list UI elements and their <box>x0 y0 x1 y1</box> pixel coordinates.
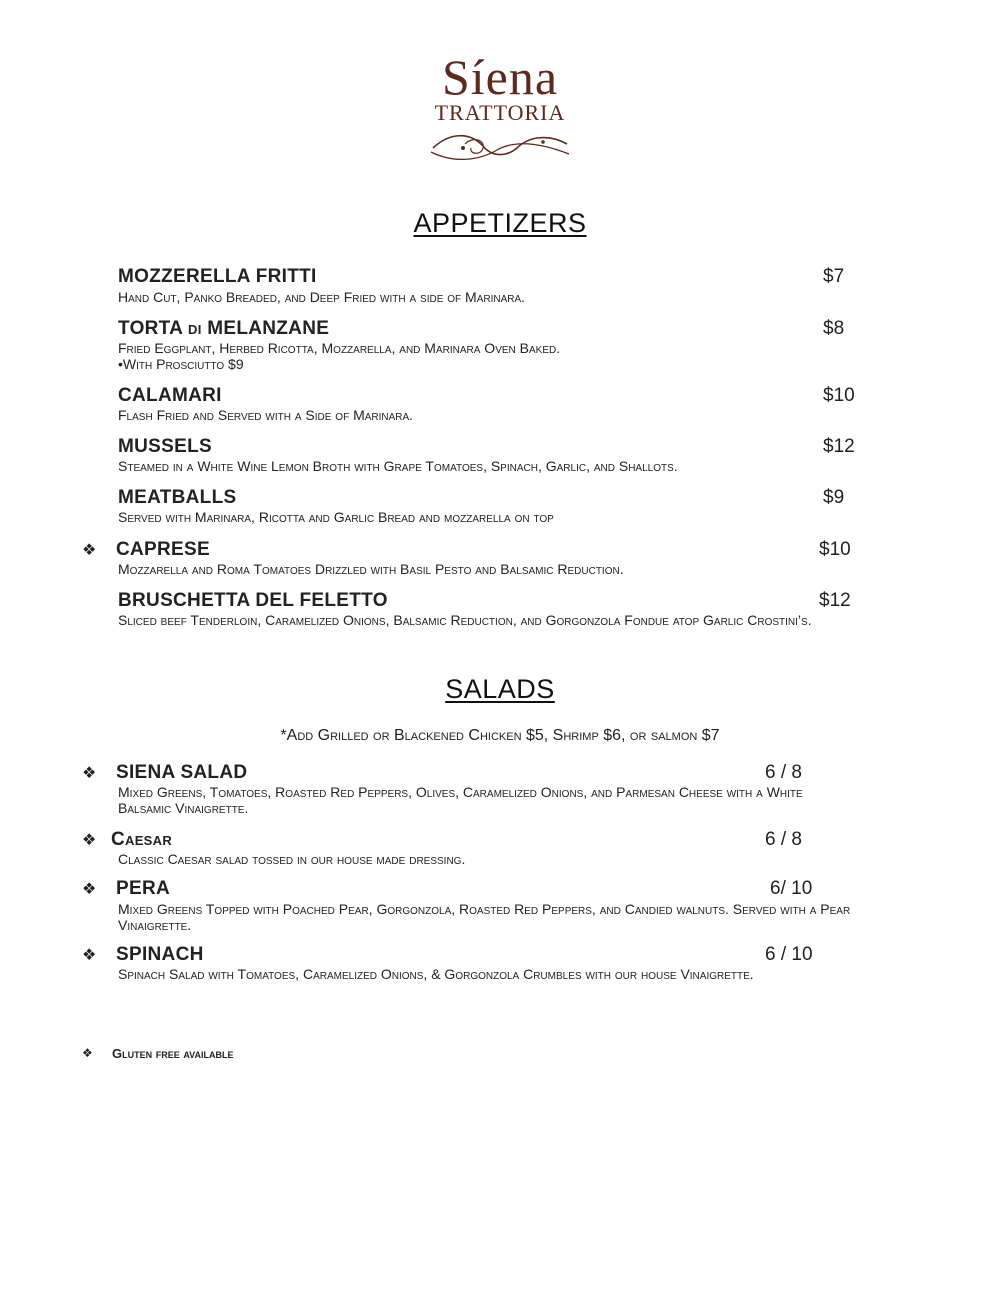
item-price-bruschetta: $12 <box>819 590 851 611</box>
item-price-siena-salad: 6 / 8 <box>765 762 802 783</box>
item-desc-spinach: Spinach Salad with Tomatoes, Caramelized Onions, & Gorgonzola Crumbles with our house Vinaigrette. <box>118 966 754 982</box>
item-price-caesar: 6 / 8 <box>765 829 802 850</box>
gluten-free-bullet-icon: ❖ <box>82 542 97 559</box>
item-desc-prosciutto-option: •With Prosciutto $9 <box>118 356 244 372</box>
item-price-calamari: $10 <box>823 385 855 406</box>
item-desc-mozzerella-fritti: Hand Cut, Panko Breaded, and Deep Fried with a side of Marinara. <box>118 289 526 305</box>
gluten-free-footnote: Gluten free available <box>112 1046 234 1061</box>
item-name-siena-salad: SIENA SALAD <box>116 762 248 783</box>
item-name-mozzerella-fritti: MOZZERELLA FRITTI <box>118 266 317 287</box>
item-name-pera: PERA <box>116 878 170 899</box>
item-desc-mussels: Steamed in a White Wine Lemon Broth with Grape Tomatoes, Spinach, Garlic, and Shallots. <box>118 458 678 474</box>
item-name-meatballs: MEATBALLS <box>118 487 237 508</box>
logo-subtitle: TRATTORIA <box>434 100 566 125</box>
item-desc-caprese: Mozzarella and Roma Tomatoes Drizzled with Basil Pesto and Balsamic Reduction. <box>118 561 624 577</box>
item-name-caprese: CAPRESE <box>116 539 210 560</box>
salad-addon-note: *Add Grilled or Blackened Chicken $5, Shrimp $6, or salmon $7 <box>280 727 720 744</box>
logo-flourish-icon <box>425 126 575 166</box>
item-price-pera: 6/ 10 <box>770 878 813 899</box>
appetizers-heading: APPETIZERS <box>413 208 587 238</box>
item-name-torta-di-melanzane: TORTA di MELANZANE <box>118 318 330 339</box>
item-price-meatballs: $9 <box>823 487 845 508</box>
item-desc-caesar: Classic Caesar salad tossed in our house made dressing. <box>118 851 466 867</box>
gluten-free-bullet-icon: ❖ <box>82 1046 93 1060</box>
restaurant-logo <box>420 49 580 172</box>
item-price-mussels: $12 <box>823 436 855 457</box>
gluten-free-bullet-icon: ❖ <box>82 947 97 964</box>
item-name-calamari: CALAMARI <box>118 385 222 406</box>
item-name-mussels: MUSSELS <box>118 436 212 457</box>
item-desc-siena-salad: Mixed Greens, Tomatoes, Roasted Red Peppers, Olives, Caramelized Onions, and Parmesan Cheese with a White Balsamic Vinaigrette. <box>118 784 803 816</box>
salads-heading: SALADS <box>445 674 555 704</box>
logo-name: Síena <box>441 49 559 105</box>
item-name-caesar: Caesar <box>111 829 173 850</box>
gluten-free-bullet-icon: ❖ <box>82 765 97 782</box>
item-price-spinach: 6 / 10 <box>765 944 813 965</box>
item-price-caprese: $10 <box>819 539 851 560</box>
item-name-bruschetta: BRUSCHETTA DEL FELETTO <box>118 590 388 611</box>
item-desc-pera: Mixed Greens Topped with Poached Pear, Gorgonzola, Roasted Red Peppers, and Candied walnuts. Served with a Pear Vinaigrette. <box>118 901 851 933</box>
gluten-free-bullet-icon: ❖ <box>82 832 97 849</box>
item-price-torta-di-melanzane: $8 <box>823 318 845 339</box>
item-desc-bruschetta: Sliced beef Tenderloin, Caramelized Onions, Balsamic Reduction, and Gorgonzola Fondue atop Garlic Crostini’s. <box>118 612 812 628</box>
gluten-free-bullet-icon: ❖ <box>82 881 97 898</box>
item-desc-torta-di-melanzane: Fried Eggplant, Herbed Ricotta, Mozzarella, and Marinara Oven Baked. <box>118 340 561 356</box>
item-price-mozzerella-fritti: $7 <box>823 266 845 287</box>
item-name-spinach: SPINACH <box>116 944 204 965</box>
item-desc-meatballs: Served with Marinara, Ricotta and Garlic Bread and mozzarella on top <box>118 509 554 525</box>
item-desc-calamari: Flash Fried and Served with a Side of Marinara. <box>118 407 414 423</box>
